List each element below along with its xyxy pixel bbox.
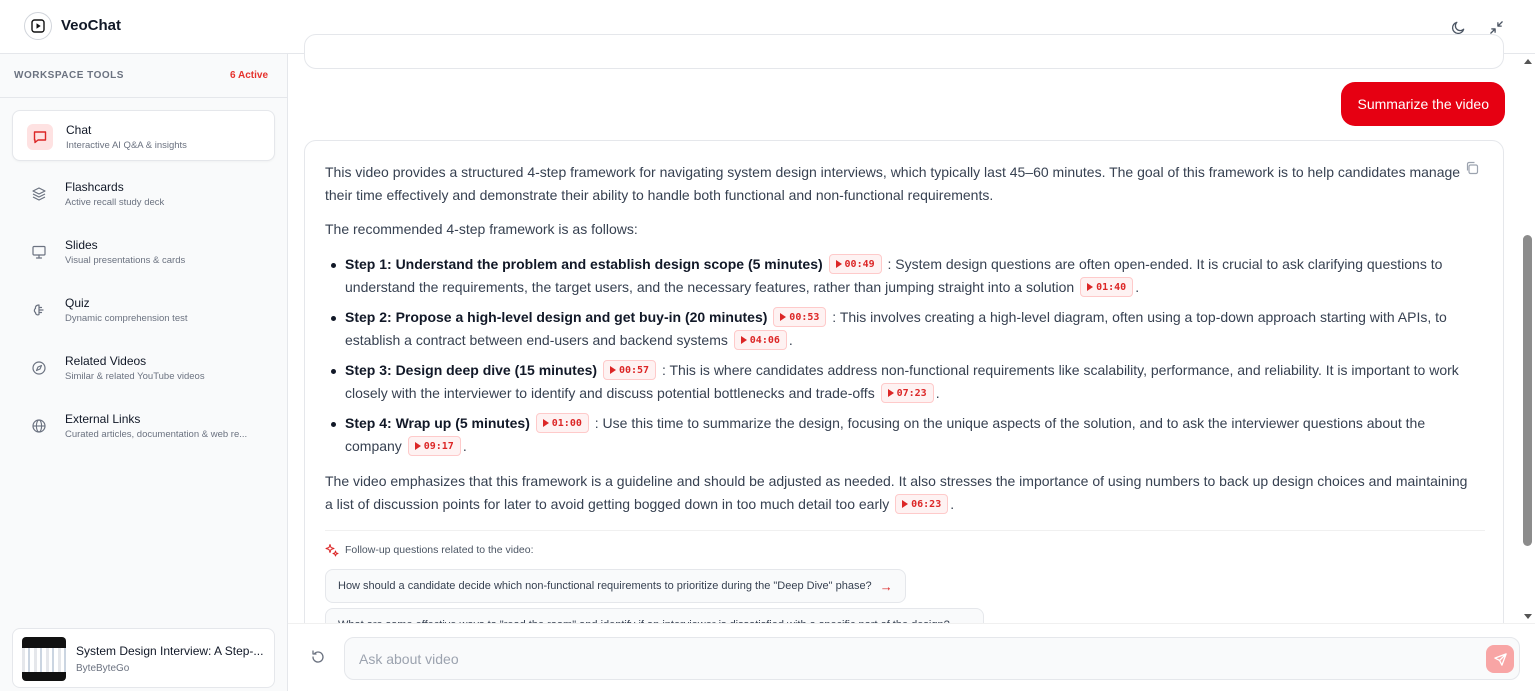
list-item: Step 2: Propose a high-level design and get buy-in (20 minutes) 00:53 : This involves creating a high-level diagram, often using a top-down approach starting with APIs, to establish a contract between end-users and backend systems 04:06 .: [325, 306, 1475, 352]
brain-icon: [26, 297, 52, 323]
step-text: : Use this time to summarize the design, focusing on the unique aspects of the solution, and to ask the interviewer questions about the company: [345, 415, 1426, 454]
sidebar-item-desc: Interactive AI Q&A & insights: [66, 140, 187, 151]
step-text: : This involves creating a high-level diagram, often using a top-down approach starting with APIs, to establish a contract between end-users and backend systems: [345, 309, 1447, 348]
sidebar-item-label: Related Videos: [65, 354, 147, 368]
timestamp-button[interactable]: 01:40: [1080, 277, 1133, 297]
sidebar-item-desc: Dynamic comprehension test: [65, 313, 188, 324]
globe-icon: [26, 413, 52, 439]
step-title: Step 4: Wrap up (5 minutes): [345, 415, 530, 431]
workspace-header: [0, 54, 287, 98]
chat-area: [288, 54, 1535, 623]
sidebar-item-slides[interactable]: [12, 226, 275, 277]
play-logo-icon: [24, 12, 52, 40]
ask-input[interactable]: [359, 638, 1459, 679]
step-text: : This is where candidates address non-functional requirements like scalability, performance, and reliability. It is important to work closely with the interviewer to identify and discuss potential bottlenecks and trade-offs: [345, 362, 1459, 401]
response-closing: The video emphasizes that this framework is a guideline and should be adjusted as needed. It also stresses the importance of using numbers to back up design choices and maintaining a list of discussion points for later to avoid getting bogged down in too much detail too early 06:23 .: [325, 470, 1475, 516]
play-icon: [610, 366, 616, 374]
timestamp-button[interactable]: 07:23: [881, 383, 934, 403]
step-title: Step 2: Propose a high-level design and get buy-in (20 minutes): [345, 309, 768, 325]
assistant-response-card: [304, 140, 1504, 660]
divider: [325, 530, 1485, 531]
sidebar-item-label: Quiz: [65, 296, 90, 310]
layers-icon: [26, 181, 52, 207]
list-item: Step 1: Understand the problem and establish design scope (5 minutes) 00:49 : System design questions are often open-ended. It is crucial to ask clarifying questions to understand the requirements, the target users, and the necessary features, rather than jumping straight into a solution 01:40 .: [325, 253, 1475, 299]
play-icon: [888, 389, 894, 397]
followup-header: Follow-up questions related to the video:: [325, 543, 534, 557]
sidebar-item-desc: Active recall study deck: [65, 197, 165, 208]
previous-message-card: [304, 34, 1504, 69]
sidebar-item-desc: Similar & related YouTube videos: [65, 371, 205, 382]
play-icon: [780, 313, 786, 321]
refresh-icon[interactable]: [310, 649, 328, 667]
timestamp-button[interactable]: 01:00: [536, 413, 589, 433]
scroll-up-arrow-icon[interactable]: [1524, 59, 1532, 64]
sidebar-item-label: Flashcards: [65, 180, 124, 194]
sidebar-item-quiz[interactable]: [12, 284, 275, 335]
sidebar-item-label: Chat: [66, 123, 92, 137]
followup-question-1[interactable]: How should a candidate decide which non-functional requirements to prioritize during the "Deep Dive" phase? →: [325, 569, 906, 603]
sidebar-item-label: Slides: [65, 238, 98, 252]
sidebar-item-desc: Visual presentations & cards: [65, 255, 186, 266]
active-count-badge: 6 Active: [230, 70, 268, 81]
workspace-title: WORKSPACE TOOLS: [14, 70, 124, 81]
presentation-icon: [26, 239, 52, 265]
play-icon: [836, 260, 842, 268]
chat-bubble-icon: [27, 124, 53, 150]
play-icon: [543, 419, 549, 427]
sidebar-item-flashcards[interactable]: [12, 168, 275, 219]
steps-list: [325, 253, 1475, 465]
timestamp-button[interactable]: 06:23: [895, 494, 948, 514]
timestamp-button[interactable]: 00:53: [773, 307, 826, 327]
timestamp-button[interactable]: 00:49: [829, 254, 882, 274]
play-icon: [415, 442, 421, 450]
send-icon: [1493, 652, 1508, 667]
list-item: Step 3: Design deep dive (15 minutes) 00:57 : This is where candidates address non-functional requirements like scalability, performance, and reliability. It is important to work closely with the interviewer to identify and discuss potential bottlenecks and trade-offs 07:23 .: [325, 359, 1475, 405]
compass-icon: [26, 355, 52, 381]
step-text: : System design questions are often open-ended. It is crucial to ask clarifying questions to understand the requirements, the target users, and the necessary features, rather than jumping straight into a solution: [345, 256, 1443, 295]
sidebar-item-external-links[interactable]: [12, 400, 275, 451]
play-icon: [1087, 283, 1093, 291]
current-video-card[interactable]: [12, 628, 275, 688]
sidebar: [0, 54, 288, 691]
timestamp-button[interactable]: 09:17: [408, 436, 461, 456]
timestamp-button[interactable]: 00:57: [603, 360, 656, 380]
video-title: System Design Interview: A Step-...: [76, 644, 264, 658]
chat-scrollbar[interactable]: [1521, 54, 1535, 623]
video-thumbnail: [22, 637, 66, 681]
sidebar-item-label: External Links: [65, 412, 141, 426]
response-intro: This video provides a structured 4-step framework for navigating system design interviews, which typically last 45–60 minutes. The goal of this framework is to help candidates manage their time effectively and demonstrate their ability to handle both functional and non-functional requirements.: [325, 164, 1461, 203]
video-channel: ByteByteGo: [76, 663, 130, 674]
arrow-right-icon: →: [879, 578, 893, 594]
app-title: VeoChat: [61, 17, 122, 34]
scrollbar-thumb[interactable]: [1523, 235, 1532, 546]
scroll-down-arrow-icon[interactable]: [1524, 614, 1532, 619]
timestamp-button[interactable]: 04:06: [734, 330, 787, 350]
chat-input-bar: [288, 623, 1535, 691]
step-title: Step 1: Understand the problem and establish design scope (5 minutes): [345, 256, 823, 272]
user-message-bubble: Summarize the video: [1341, 82, 1505, 126]
sidebar-item-chat[interactable]: [12, 110, 275, 161]
play-icon: [902, 500, 908, 508]
list-item: Step 4: Wrap up (5 minutes) 01:00 : Use this time to summarize the design, focusing on the unique aspects of the solution, and to ask the interviewer questions about the company 09:17 .: [325, 412, 1475, 458]
play-icon: [741, 336, 747, 344]
sidebar-item-desc: Curated articles, documentation & web re...: [65, 429, 248, 440]
sparkle-icon: [325, 543, 339, 557]
response-lead: The recommended 4-step framework is as follows:: [325, 221, 638, 237]
send-button[interactable]: [1486, 645, 1514, 673]
ask-input-container: [344, 637, 1520, 680]
sidebar-item-related-videos[interactable]: [12, 342, 275, 393]
step-title: Step 3: Design deep dive (15 minutes): [345, 362, 598, 378]
